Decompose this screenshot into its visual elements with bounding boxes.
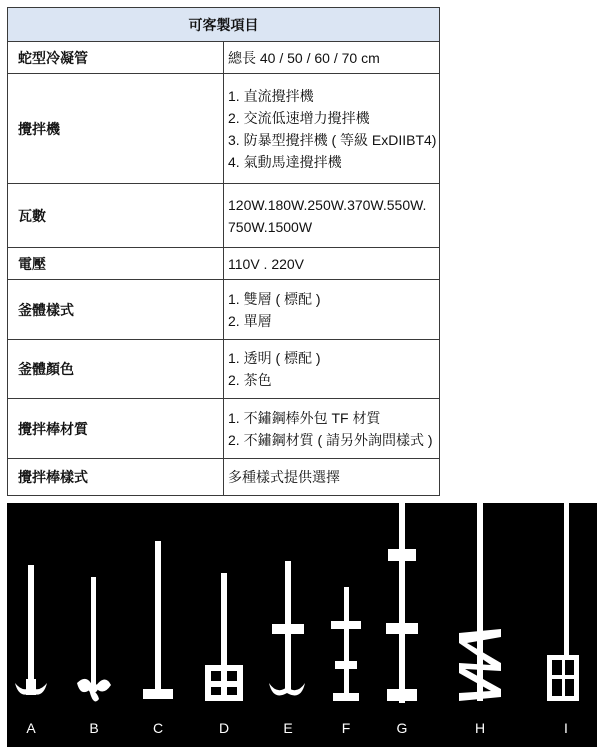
row-label-vessel-style: 釜體樣式 — [8, 280, 224, 340]
table-row — [8, 42, 440, 74]
row-label-voltage: 電壓 — [8, 248, 224, 280]
impeller-d-icon — [205, 573, 243, 701]
value-line: 1. 雙層 ( 標配 ) — [228, 290, 321, 307]
impeller-label-e: E — [283, 720, 293, 736]
value-line: 多種樣式提供選擇 — [228, 469, 340, 485]
impeller-label-g: G — [396, 720, 408, 736]
row-value-rod-style — [224, 459, 440, 496]
row-label-rod-style: 攪拌棒樣式 — [8, 459, 224, 496]
value-line: 3. 防暴型攪拌機 ( 等級 ExDIIBT4) — [228, 131, 437, 148]
row-label-rod-material: 攪拌棒材質 — [8, 399, 224, 459]
row-value-stirrer — [224, 74, 440, 184]
impeller-label-b: B — [89, 720, 99, 736]
impeller-b-icon — [77, 577, 111, 701]
impeller-i-icon — [547, 503, 579, 701]
impeller-label-h: H — [474, 720, 486, 736]
table-row — [8, 340, 440, 399]
value-line: 4. 氣動馬達攪拌機 — [228, 153, 342, 170]
row-label-condenser: 蛇型冷凝管 — [8, 42, 224, 74]
value-line: 1. 不鏽鋼棒外包 TF 材質 — [228, 409, 381, 426]
row-value-rod-material — [224, 399, 440, 459]
impeller-types-photo — [7, 503, 597, 747]
row-value-voltage — [224, 248, 440, 280]
row-label-stirrer: 攪拌機 — [8, 74, 224, 184]
impeller-e-icon — [269, 561, 305, 695]
impeller-c-icon — [143, 541, 173, 699]
row-label-vessel-color: 釜體顏色 — [8, 340, 224, 399]
impeller-label-i: I — [564, 720, 568, 736]
table-row — [8, 399, 440, 459]
value-line: 110V . 220V — [228, 255, 305, 272]
value-line: 2. 單層 — [228, 312, 272, 329]
row-value-condenser — [224, 42, 440, 74]
impeller-illustration — [7, 503, 597, 747]
impeller-f-icon — [331, 587, 361, 701]
table-row — [8, 459, 440, 496]
impeller-label-f: F — [341, 720, 351, 736]
value-line: 2. 交流低速增力攪拌機 — [228, 109, 370, 126]
impeller-label-d: D — [218, 720, 230, 736]
table-row — [8, 74, 440, 184]
value-line: 2. 不鏽鋼材質 ( 請另外詢問樣式 ) — [228, 431, 433, 448]
value-line: 120W.180W.250W.370W.550W. — [228, 196, 427, 213]
table-row — [8, 280, 440, 340]
impeller-label-c: C — [152, 720, 164, 736]
table-row — [8, 248, 440, 280]
table-header: 可客製項目 — [8, 8, 440, 42]
row-value-wattage — [224, 184, 440, 248]
row-value-vessel-color — [224, 340, 440, 399]
impeller-a-icon — [15, 565, 47, 695]
row-value-vessel-style — [224, 280, 440, 340]
value-line: 1. 直流攪拌機 — [228, 87, 314, 104]
value-line: 2. 茶色 — [228, 372, 272, 388]
value-line: 總長 40 / 50 / 60 / 70 cm — [228, 49, 380, 66]
impeller-g-icon — [386, 503, 418, 703]
row-label-wattage: 瓦數 — [8, 184, 224, 248]
customization-table — [7, 7, 440, 496]
table-row — [8, 184, 440, 248]
impeller-h-icon — [459, 503, 501, 701]
value-line: 750W.1500W — [228, 218, 313, 235]
impeller-label-a: A — [26, 720, 36, 736]
value-line: 1. 透明 ( 標配 ) — [228, 350, 321, 366]
